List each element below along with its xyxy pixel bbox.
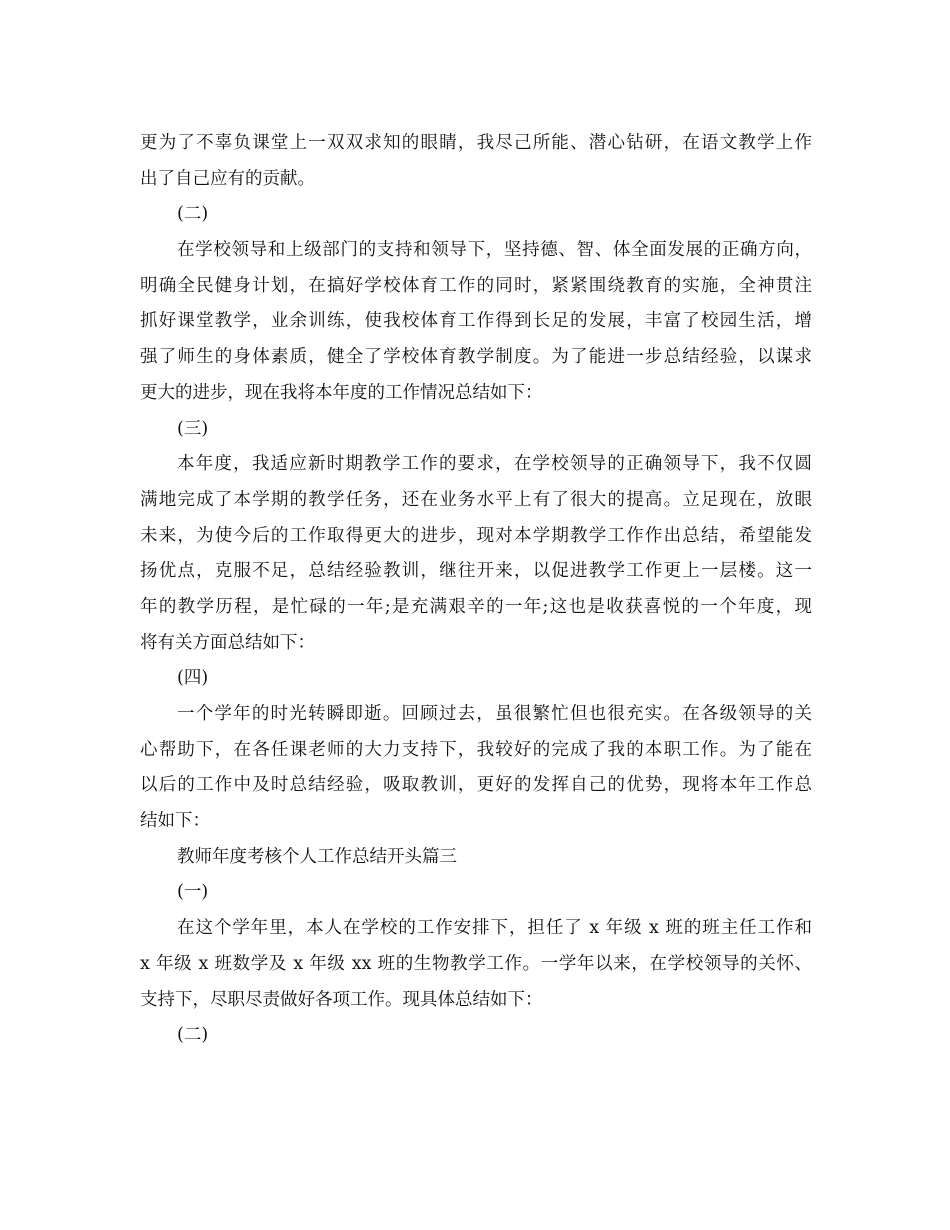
text-line: 满地完成了本学期的教学任务，还在业务水平上有了很大的提高。立足现在，放眼 [140,489,812,510]
text-line: 在这个学年里，本人在学校的工作安排下，担任了 x 年级 x 班的班主任工作和 [177,918,812,939]
section-marker: (三) [177,418,209,439]
text-line: 明确全民健身计划，在搞好学校体育工作的同时，紧紧围绕教育的实施，全神贯注 [140,275,812,296]
text-line: 以后的工作中及时总结经验，吸取教训，更好的发挥自己的优势，现将本年工作总 [140,775,812,796]
text-line: 更大的进步，现在我将本年度的工作情况总结如下： [140,382,543,403]
text-line: x 年级 x 班数学及 x 年级 xx 班的生物教学工作。一学年以来，在学校领导的关怀、 [140,953,812,974]
text-line: 在学校领导和上级部门的支持和领导下，坚持德、智、体全面发展的正确方向， [177,240,812,261]
text-line: 一个学年的时光转瞬即逝。回顾过去，虽很繁忙但也很充实。在各级领导的关 [177,704,812,724]
text-line: 本年度，我适应新时期教学工作的要求，在学校领导的正确领导下，我不仅圆 [177,454,812,475]
section-marker: (一) [177,882,209,903]
text-line: 年的教学历程，是忙碌的一年;是充满艰辛的一年;这也是收获喜悦的一个年度，现 [140,596,812,617]
section-marker: (二) [177,204,209,225]
text-line: 扬优点，克服不足，总结经验教训，继往开来，以促进教学工作更上一层楼。这一 [140,561,812,582]
text-line: 强了师生的身体素质，健全了学校体育教学制度。为了能进一步总结经验，以谋求 [140,347,812,368]
text-line: 更为了不辜负课堂上一双双求知的眼睛，我尽己所能、潜心钻研，在语文教学上作 [140,133,812,153]
section-marker: (二) [177,1025,209,1046]
section-heading: 教师年度考核个人工作总结开头篇三 [177,846,457,867]
document-body [140,126,812,1054]
text-line: 将有关方面总结如下： [140,632,315,653]
text-line: 心帮助下，在各任课老师的大力支持下，我较好的完成了我的本职工作。为了能在 [140,739,812,760]
text-line: 结如下： [140,811,210,832]
text-line: 出了自己应有的贡献。 [140,168,315,189]
section-marker: (四) [177,668,209,689]
text-line: 支持下，尽职尽责做好各项工作。现具体总结如下： [140,989,543,1010]
text-line: 未来，为使今后的工作取得更大的进步，现对本学期教学工作作出总结，希望能发 [140,525,812,546]
text-line: 抓好课堂教学，业余训练，使我校体育工作得到长足的发展，丰富了校园生活，增 [140,311,812,332]
